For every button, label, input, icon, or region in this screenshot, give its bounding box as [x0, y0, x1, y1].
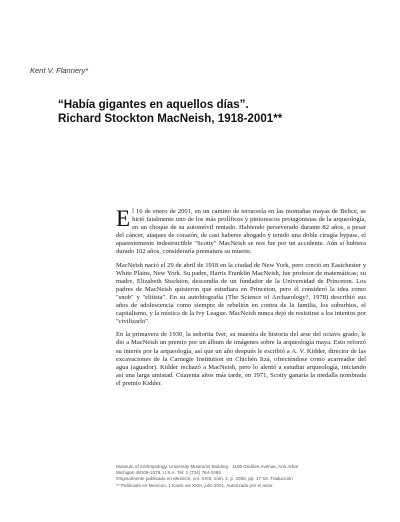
article-body	[116, 208, 366, 393]
footnote-line-1: Museum of Anthropology, University Museums Building · 1109 Geddes Avenue, Ann Arbor	[116, 464, 299, 469]
footnotes	[116, 464, 378, 489]
paragraph-2: MacNeish nació el 29 de abril de 1918 en la ciudad de New York, pero creció en Eastchester y White Plains, New York. Su padre, Harris Franklin MacNeish, fue profesor de matemáticas; su madre, Elizabeth Stockton, descendía de un fundador de la Universidad de Princeton. Los padres de MacNeish quisieron que estudiara en Princeton, pero él consideró la idea como "snob" y "elitista". En su autobiografía (The Science of Archaeology?, 1978) describió sus años de adolescencia como siempre de rebelión en contra de la familia, los suburbios, el capitalismo, y la mística de la Ivy League. MacNeish nunca dejó de resistirse a los intentos por "civilizarlo".	[116, 261, 366, 326]
author-name: Kent V. Flannery*	[30, 66, 89, 75]
footnote-line-3: Originalmente publicado en Mexicon, vol. XXIII, núm. 1, p. 2000, pp. 17-19. Traducción	[116, 476, 293, 482]
paragraph-3: En la primavera de 1930, la señorita Iver, su maestra de historia del arse del octavo grado, le dio a MacNeish un premio por un álbum de imágenes sobre la arqueología maya. Esto reforzó su interés por la arqueología, así que un año después le escribió a A. V. Kidder, director de las excavaciones de la Carnegie Institution en Chichén Itzá, ofreciéndose como acarreador del agua (aguador). Kidder rechazó a MacNeish, pero lo alentó a estudiar arqueología, iniciando así una larga amistad. Cuarenta años más tarde, en 1971, Scotty ganaría la medalla nombrada el premio Kidder.	[116, 331, 366, 387]
drop-cap: E	[116, 206, 131, 231]
paragraph-1	[116, 208, 366, 257]
article-title	[58, 98, 388, 126]
paragraph-1-text: l 16 de enero de 2001, en un camino de terracería en las montañas mayas de Belice, se hirió fatalmente uno de los más prolíficos y pintorescos protagonistas de la arqueología, en un choque de su automóvil rentado. Habiendo perseverado durante 82 años, a pesar del cáncer, ataques de corazón, de casi haberse ahogado y tenido una doble cirugía bypass, el aparentemente indestructible "Scotty" MacNeish se nos fue por un accidente. Aún si hubiera durado 102 años, consideraría prematura su muerte.	[116, 208, 366, 256]
footnote-line-4: ** Publicado en Mexicon, 1 Kaxis vol XXIII, julio 2001. Autorizado por el autor.	[116, 482, 274, 488]
title-line-1: “Había gigantes en aquellos días”.	[58, 98, 249, 111]
title-line-2: Richard Stockton MacNeish, 1918-2001**	[58, 112, 283, 125]
footnote-line-2: Michigan 48109-1079, U.S.A. Tel: 1 (734) 764-0485	[116, 470, 221, 476]
